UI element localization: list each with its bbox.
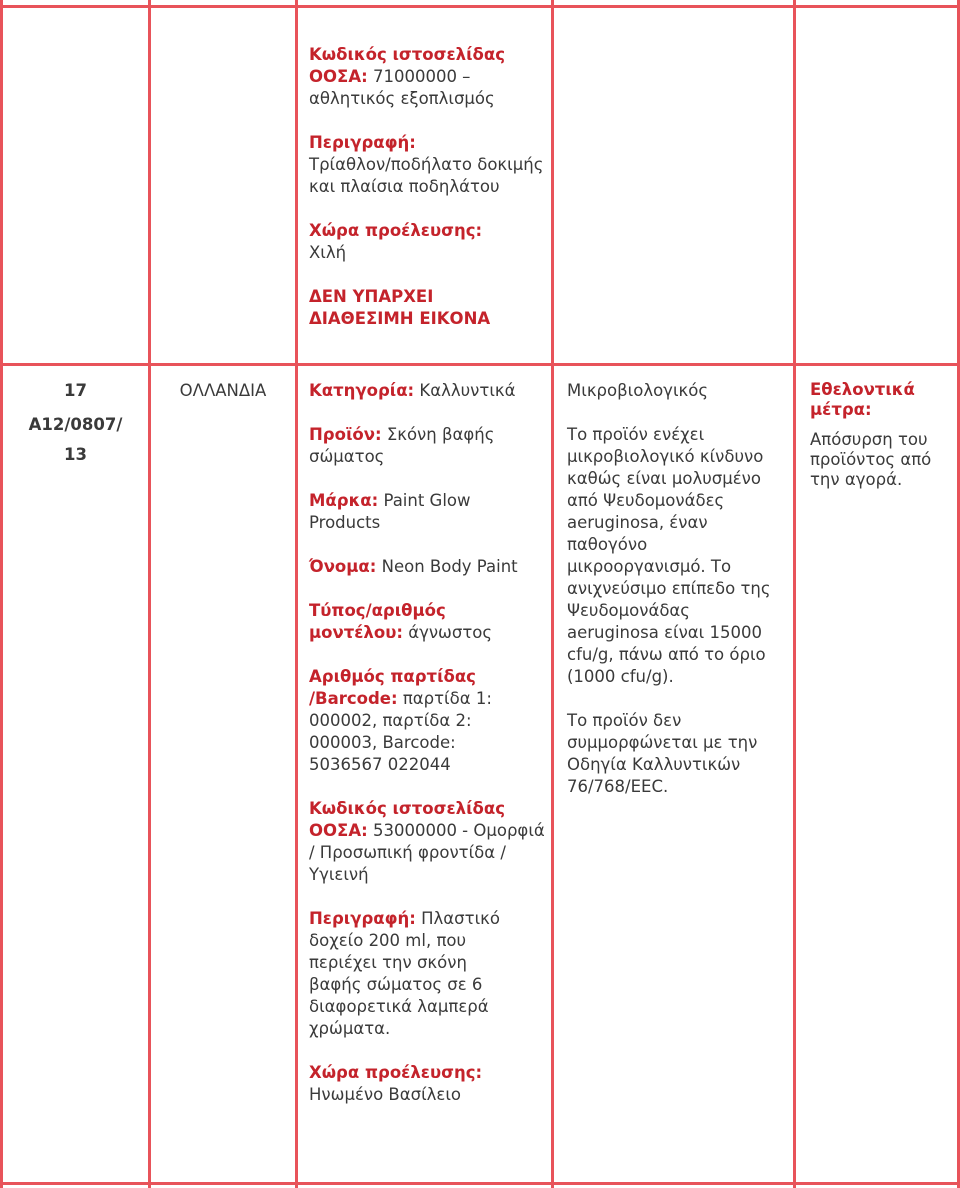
row17-batch-label: Αριθμός παρτίδας /Barcode: xyxy=(309,667,476,708)
row16-website-code-value: 71000000 – αθλητικός εξοπλισμός xyxy=(309,67,495,108)
row17-country: ΟΛΛΑΝΔΙΑ xyxy=(179,381,267,400)
row17-origin xyxy=(309,1062,545,1106)
row17-description xyxy=(309,908,521,1040)
row17-country-cell xyxy=(151,380,295,402)
row17-origin-value: Ηνωμένο Βασίλειο xyxy=(309,1085,462,1104)
row17-product-label: Προϊόν: xyxy=(309,425,382,444)
row17-product xyxy=(309,424,545,468)
row17-website-code xyxy=(309,798,545,886)
row16-website-code xyxy=(309,44,545,110)
row17-measures-label: Εθελοντικά μέτρα: xyxy=(810,380,915,419)
row16-origin-value: Χιλή xyxy=(309,243,347,262)
row17-brand xyxy=(309,490,545,534)
row16-product-cell xyxy=(309,44,545,330)
row17-website-code-label: Κωδικός ιστοσελίδας ΟΟΣΑ: xyxy=(309,799,505,840)
row16-origin-label: Χώρα προέλευσης: xyxy=(309,221,483,240)
row17-name-value: Neon Body Paint xyxy=(381,557,518,576)
row17-reference: A12/0807/ 13 xyxy=(28,415,123,464)
row17-origin-label: Χώρα προέλευσης: xyxy=(309,1063,483,1082)
row17-website-code-value: 53000000 - Ομορφιά / Προσωπική φροντίδα / Υγιεινή xyxy=(309,821,545,884)
table-row-divider xyxy=(0,363,960,366)
row17-model xyxy=(309,600,545,644)
row17-description-value: Πλαστικό δοχείο 200 ml, που περιέχει την σκόνη βαφής σώματος σε 6 διαφορετικά λαμπερά χρώματα. xyxy=(309,909,500,1038)
row16-no-image-notice: ΔΕΝ ΥΠΑΡΧΕΙ ΔΙΑΘΕΣΙΜΗ ΕΙΚΟΝΑ xyxy=(309,287,491,328)
row16-description xyxy=(309,132,545,198)
row17-number: 17 xyxy=(64,381,87,400)
row17-category xyxy=(309,380,545,402)
row17-product-value: Σκόνη βαφής σώματος xyxy=(309,425,495,466)
row17-category-label: Κατηγορία: xyxy=(309,381,415,400)
row17-product-cell xyxy=(309,380,545,1128)
row17-model-value: άγνωστος xyxy=(408,623,493,642)
row17-category-value: Καλλυντικά xyxy=(419,381,516,400)
row17-brand-value: Paint Glow Products xyxy=(309,491,471,532)
row17-brand-label: Μάρκα: xyxy=(309,491,379,510)
row17-description-label: Περιγραφή: xyxy=(309,909,416,928)
row17-risk-paragraph-2: Το προϊόν δεν συμμορφώνεται με την Οδηγία Καλλυντικών 76/768/EEC. xyxy=(567,711,758,796)
row17-measures-value: Απόσυρση του προϊόντος από την αγορά. xyxy=(810,430,932,489)
row17-risk-paragraph-1: Το προϊόν ενέχει μικροβιολογικό κίνδυνο καθώς είναι μολυσμένο από Ψευδομονάδες aeruginosa, έναν παθογόνο μικροοργανισμό. Το ανιχνεύσιμο επίπεδο της Ψευδομονάδας aeruginosa είναι 15000 cfu/g, πάνω από το όριο (1000 cfu/g). xyxy=(567,425,771,686)
row17-name xyxy=(309,556,545,578)
row16-website-code-label: Κωδικός ιστοσελίδας ΟΟΣΑ: xyxy=(309,45,505,86)
table-border-col2 xyxy=(295,0,298,1188)
row16-description-value: Τρίαθλον/ποδήλατο δοκιμής και πλαίσια ποδηλάτου xyxy=(309,155,544,196)
row17-model-label: Τύπος/αριθμός μοντέλου: xyxy=(309,601,446,642)
row17-measures-cell xyxy=(810,380,952,490)
table-border-bottom xyxy=(0,1182,960,1185)
table-border-left xyxy=(0,0,3,1188)
row17-id-cell xyxy=(3,380,148,470)
table-border-col1 xyxy=(148,0,151,1188)
table-border-col3 xyxy=(551,0,554,1188)
table-border-col4 xyxy=(793,0,796,1188)
row16-origin xyxy=(309,220,545,264)
table-border-top xyxy=(0,5,960,8)
row17-batch xyxy=(309,666,519,776)
row17-name-label: Όνομα: xyxy=(309,557,377,576)
row16-description-label: Περιγραφή: xyxy=(309,133,416,152)
row17-risk-type: Μικροβιολογικός xyxy=(567,381,709,400)
row17-risk-cell xyxy=(567,380,785,820)
row17-batch-value: παρτίδα 1: 000002, παρτίδα 2: 000003, Barcode: 5036567 022044 xyxy=(309,689,492,774)
